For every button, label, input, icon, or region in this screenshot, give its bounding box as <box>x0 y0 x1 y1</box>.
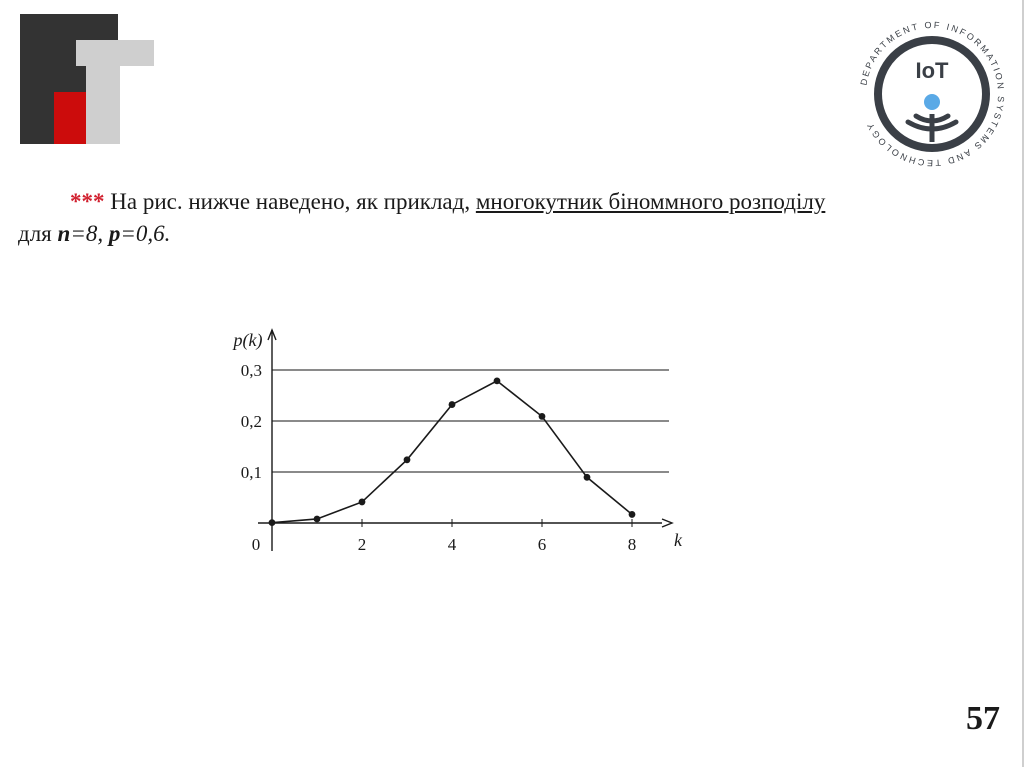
description-paragraph <box>18 186 1018 250</box>
data-point-k7 <box>584 474 591 481</box>
var-n-value: =8, <box>70 221 109 246</box>
data-point-k6 <box>539 413 546 420</box>
data-point-k0 <box>269 519 276 526</box>
x-tick-label-3: 6 <box>537 535 547 554</box>
x-tick-label-2: 4 <box>447 535 457 554</box>
data-point-k2 <box>359 499 366 506</box>
y-tick-label-0: 0,1 <box>240 463 262 482</box>
var-p-value: =0,6. <box>120 221 171 246</box>
var-n: n <box>57 221 71 246</box>
gridlines <box>272 370 669 472</box>
paragraph-line2-prefix: для <box>18 221 58 246</box>
x-axis-label: k <box>674 530 682 550</box>
ft-logo <box>20 14 156 146</box>
ft-logo-red-block <box>54 92 86 144</box>
data-point-k5 <box>494 377 501 384</box>
seal-ring-text: DEPARTMENT OF INFORMATION SYSTEMS AND TECHNOLOGY <box>858 19 1007 169</box>
data-point-k1 <box>314 516 321 523</box>
x-tick-label-0: 0 <box>251 535 261 554</box>
seal-blue-dot <box>924 94 940 110</box>
y-tick-labels <box>241 361 262 482</box>
page-number: 57 <box>966 700 1000 737</box>
data-points <box>269 377 636 526</box>
data-point-k4 <box>449 401 456 408</box>
iot-department-seal <box>848 10 1016 178</box>
paragraph-text: На рис. нижче наведено, як приклад, <box>104 189 476 214</box>
ft-logo-stem <box>86 66 120 144</box>
data-point-k3 <box>404 456 411 463</box>
x-tick-labels <box>252 519 637 554</box>
y-axis-label: p(k) <box>233 330 263 350</box>
ft-logo-crossbar <box>76 40 154 66</box>
seal-center-text: IoT <box>915 58 949 83</box>
x-axis-arrow <box>662 519 672 527</box>
y-tick-label-1: 0,2 <box>240 412 262 431</box>
y-tick-label-2: 0,3 <box>240 361 262 380</box>
binomial-polygon-chart <box>210 318 700 558</box>
x-tick-label-4: 8 <box>627 535 637 554</box>
x-tick-label-1: 2 <box>357 535 367 554</box>
stars-marker: *** <box>70 189 105 214</box>
paragraph-term: многокутник біноммного розподілу <box>475 189 826 214</box>
data-point-k8 <box>629 511 636 518</box>
var-p: p <box>108 221 121 246</box>
